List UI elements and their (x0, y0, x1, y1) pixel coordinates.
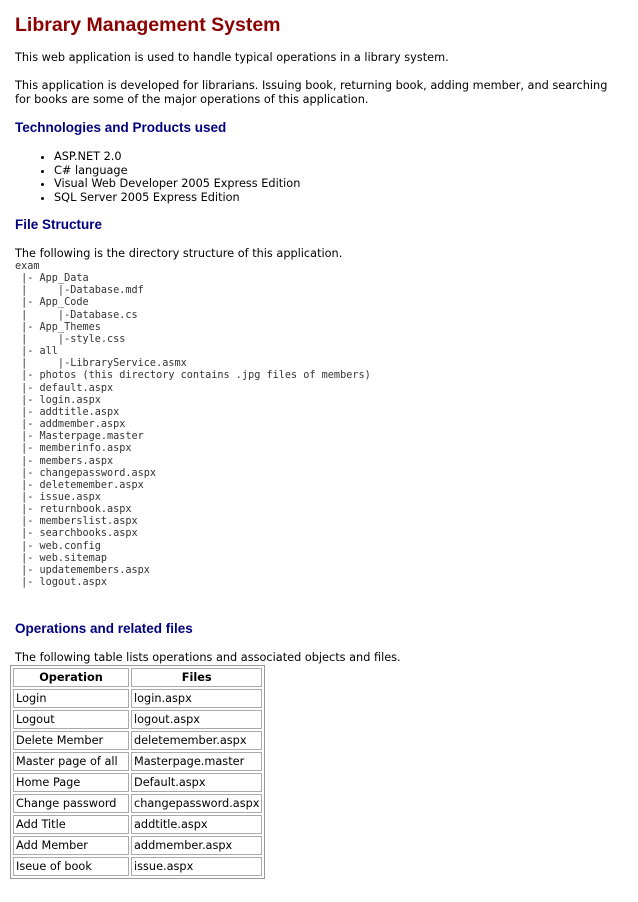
description-paragraph: This application is developed for librarians. Issuing book, returning book, adding member, and searching for books are some of the major operations of this application. (15, 79, 608, 106)
table-header-row (13, 668, 262, 687)
file-cell: issue.aspx (131, 857, 262, 876)
column-header-operation: Operation (13, 668, 129, 687)
tech-list-item: • SQL Server 2005 Express Edition (54, 191, 623, 205)
table-row (13, 689, 262, 708)
tech-list-item: • ASP.NET 2.0 (54, 150, 623, 164)
operation-cell: Logout (13, 710, 129, 729)
file-cell: Masterpage.master (131, 752, 262, 771)
table-row (13, 836, 262, 855)
operation-cell: Add Title (13, 815, 129, 834)
operation-cell: Add Member (13, 836, 129, 855)
file-cell: addtitle.aspx (131, 815, 262, 834)
file-cell: login.aspx (131, 689, 262, 708)
operation-cell: Login (13, 689, 129, 708)
operations-heading: Operations and related files (15, 621, 193, 637)
file-structure-intro: The following is the directory structure of this application. (15, 247, 343, 260)
file-structure-heading: File Structure (15, 217, 103, 232)
table-row (13, 710, 262, 729)
operation-cell: Home Page (13, 773, 129, 792)
operations-table (10, 665, 265, 879)
operation-cell: Delete Member (13, 731, 129, 750)
file-cell: logout.aspx (131, 710, 262, 729)
directory-tree: exam |- App_Data | |-Database.mdf |- App_Code | |-Database.cs |- App_Themes | |-style.css |- all | |-LibraryService.asmx |- photos (this directory contains .jpg files of members) |- default.aspx |- login.aspx |- addtitle.aspx |- addmember.aspx |- Masterpage.master |- memberinfo.aspx |- members.aspx |- changepassword.aspx |- deletemember.aspx |- issue.aspx |- returnbook.aspx |- memberslist.aspx |- searchbooks.aspx |- web.config |- web.sitemap |- updatemembers.aspx |- logout.aspx (15, 261, 371, 589)
tech-heading: Technologies and Products used (15, 120, 227, 135)
column-header-files: Files (131, 668, 262, 687)
file-cell: addmember.aspx (131, 836, 262, 855)
file-cell: Default.aspx (131, 773, 262, 792)
tech-list-item: • C# language (54, 164, 623, 178)
tech-list-item: • Visual Web Developer 2005 Express Edition (54, 177, 623, 191)
file-cell: changepassword.aspx (131, 794, 262, 813)
tech-list (15, 150, 623, 204)
operation-cell: Change password (13, 794, 129, 813)
operation-cell: Master page of all (13, 752, 129, 771)
operations-intro: The following table lists operations and associated objects and files. (15, 651, 401, 665)
table-row (13, 794, 262, 813)
table-row (13, 857, 262, 876)
table-row (13, 752, 262, 771)
table-row (13, 773, 262, 792)
page-title: Library Management System (15, 14, 281, 36)
table-row (13, 731, 262, 750)
intro-paragraph: This web application is used to handle typical operations in a library system. (15, 51, 449, 64)
operation-cell: Iseue of book (13, 857, 129, 876)
file-cell: deletemember.aspx (131, 731, 262, 750)
table-row (13, 815, 262, 834)
